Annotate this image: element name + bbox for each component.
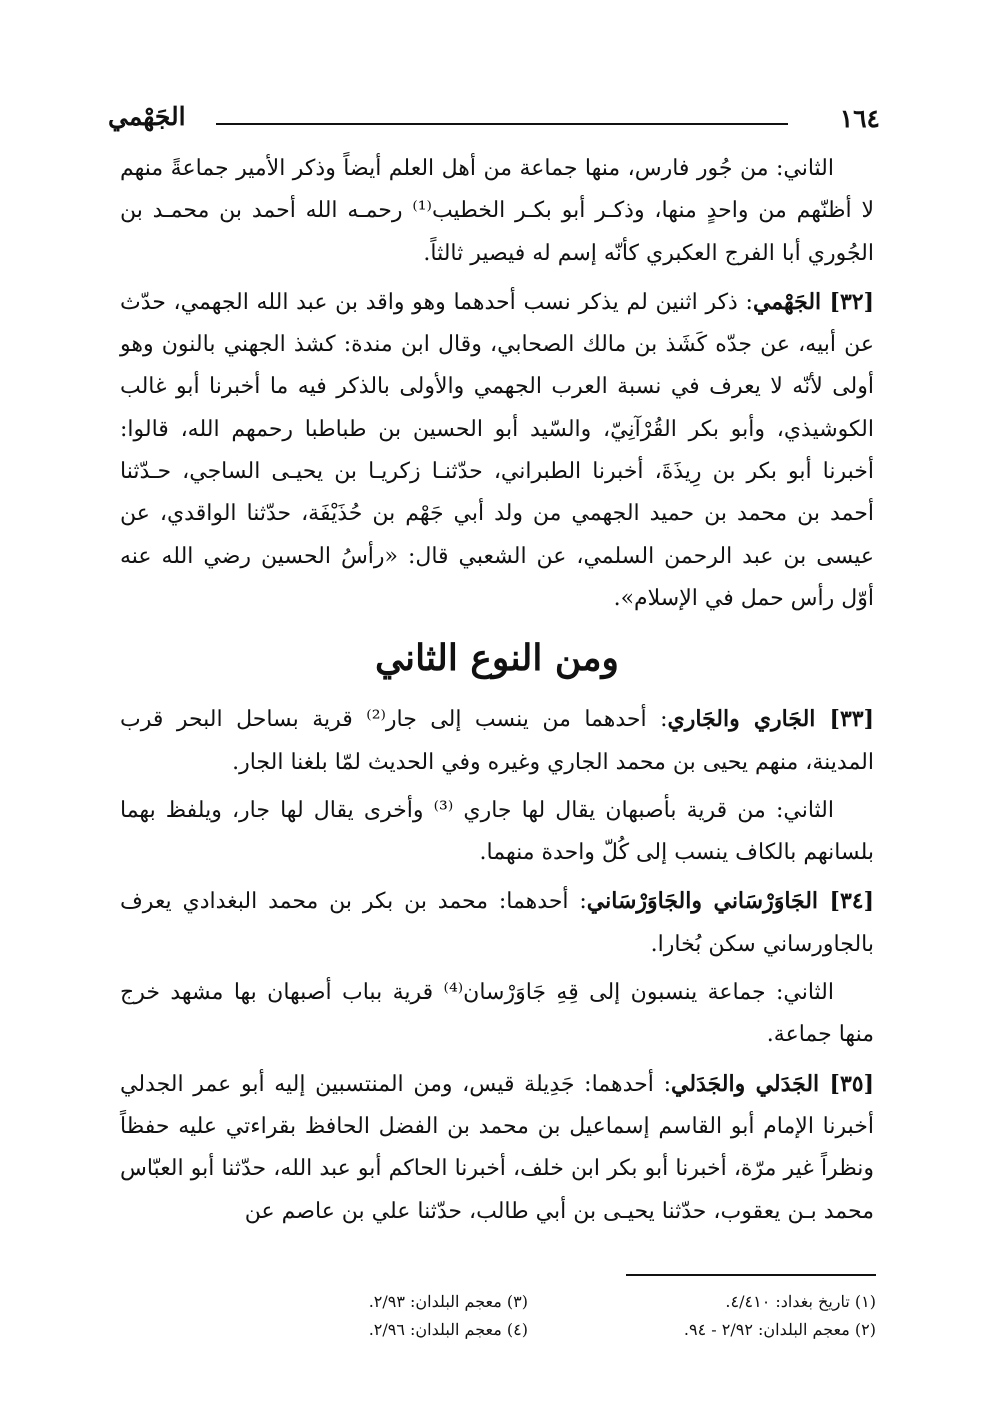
footnote-1: (١) تاريخ بغداد: ٤/٤١٠.: [725, 1292, 876, 1311]
main-text: [120, 148, 874, 1239]
running-title: الجَهْمي: [108, 102, 186, 131]
entry-text: : أحدهما: جَدِيلة قيس، ومن المنتسبين إليه أبو عمر الجدلي أخبرنا الإمام أبو القاسم إسماعيل بن محمد بن الفضل الحافظ بقراءتي عليه حفظاً ونظراً غير مرّة، أخبرنا أبو بكر ابن خلف، أخبرنا الحاكم أبو عبد الله، حدّثنا أبو العبّاس محمد بـن يعقوب، حدّثنا يحيـى بن أبي طالب، حدّثنا علي بن عاصم عن: [120, 1071, 874, 1224]
entry-heading: [٣٥] الجَدَلي والجَدَلي: [670, 1070, 874, 1097]
footnote-3: (٣) معجم البلدان: ٢/٩٣.: [368, 1292, 528, 1311]
footnote-2: (٢) معجم البلدان: ٢/٩٢ - ٩٤.: [683, 1320, 876, 1339]
entry-text: : ذكر اثنين لم يذكر نسب أحدهما وهو واقد بن عبد الله الجهمي، حدّث عن أبيه، عن جدّه كَشَذ بن مالك الصحابي، وقال ابن مندة: كشذ الجهني بالنون وهو أولى لأنّه لا يعرف في نسبة العرب الجهمي والأولى بالذكر فيه ما أخبرنا أبو غالب الكوشيذي، وأبو بكر القُرْآنِيّ، والسّيد أبو الحسين بن طباطبا رحمهم الله، قالوا: أخبرنا أبو بكر بن رِيذَةَ، أخبرنا الطبراني، حدّثنـا زكريـا بن يحيـى الساجي، حـدّثنا أحمد بن محمد بن حميد الجهمي من ولد أبي جَهْم بن حُذَيْفَة، حدّثنا الواقدي، عن عيسى بن عبد الرحمن السلمي، عن الشعبي قال: «رأسُ الحسين رضي الله عنه أوّل رأس حمل في الإسلام».: [120, 289, 874, 611]
footnotes: [260, 1288, 876, 1352]
entry-text: : أحدهما: محمد بن بكر بن محمد البغدادي يعرف بالجاورساني سكن بُخارا.: [120, 889, 874, 957]
entry-32: [120, 281, 874, 620]
entry-text: : أحدهما من ينسب إلى جار⁽²⁾ قرية بساحل البحر قرب المدينة، منهم يحيى بن محمد الجاري وغيره وفي الحديث لمّا بلغنا الجار.: [120, 707, 874, 775]
page-header: [108, 98, 880, 142]
footnote-rule: [626, 1274, 876, 1276]
paragraph: الثاني: من قرية بأصبهان يقال لها جاري ⁽³⁾ وأخرى يقال لها جار، ويلفظ بهما بلسانهم بالكاف ينسب إلى كُلّ واحدة منهما.: [120, 797, 874, 866]
entry-33: [120, 698, 874, 784]
footnote-4: (٤) معجم البلدان: ٢/٩٦.: [368, 1320, 528, 1339]
paragraph: الثاني: جماعة ينسبون إلى قِهِ جَاوَرْسان⁽⁴⁾ قرية بباب أصبهان بها مشهد خرج منها جماعة.: [120, 980, 874, 1048]
entry-heading: [٣٤] الجَاوَرْسَاني والجَاوَرْسَاني: [586, 888, 875, 915]
header-rule: [216, 123, 788, 125]
paragraph: الثاني: من جُور فارس، منها جماعة من أهل العلم أيضاً وذكر الأمير جماعةً منهم لا أظنّهم من واحدٍ منها، وذكـر أبو بكـر الخطيب⁽¹⁾ رحمـه الله أحمد بن محمـد بن الجُوري أبا الفرج العكبري كأنّه إسم له فيصير ثالثاً.: [120, 156, 874, 266]
section-title: ومن النوع الثاني: [375, 637, 619, 680]
entry-heading: [٣٢] الجَهْمي: [752, 288, 874, 315]
entry-heading: [٣٣] الجَاري والجَاري: [667, 706, 874, 733]
page-number: ١٦٤: [839, 104, 880, 133]
entry-34: [120, 880, 874, 966]
entry-35: [120, 1063, 874, 1233]
